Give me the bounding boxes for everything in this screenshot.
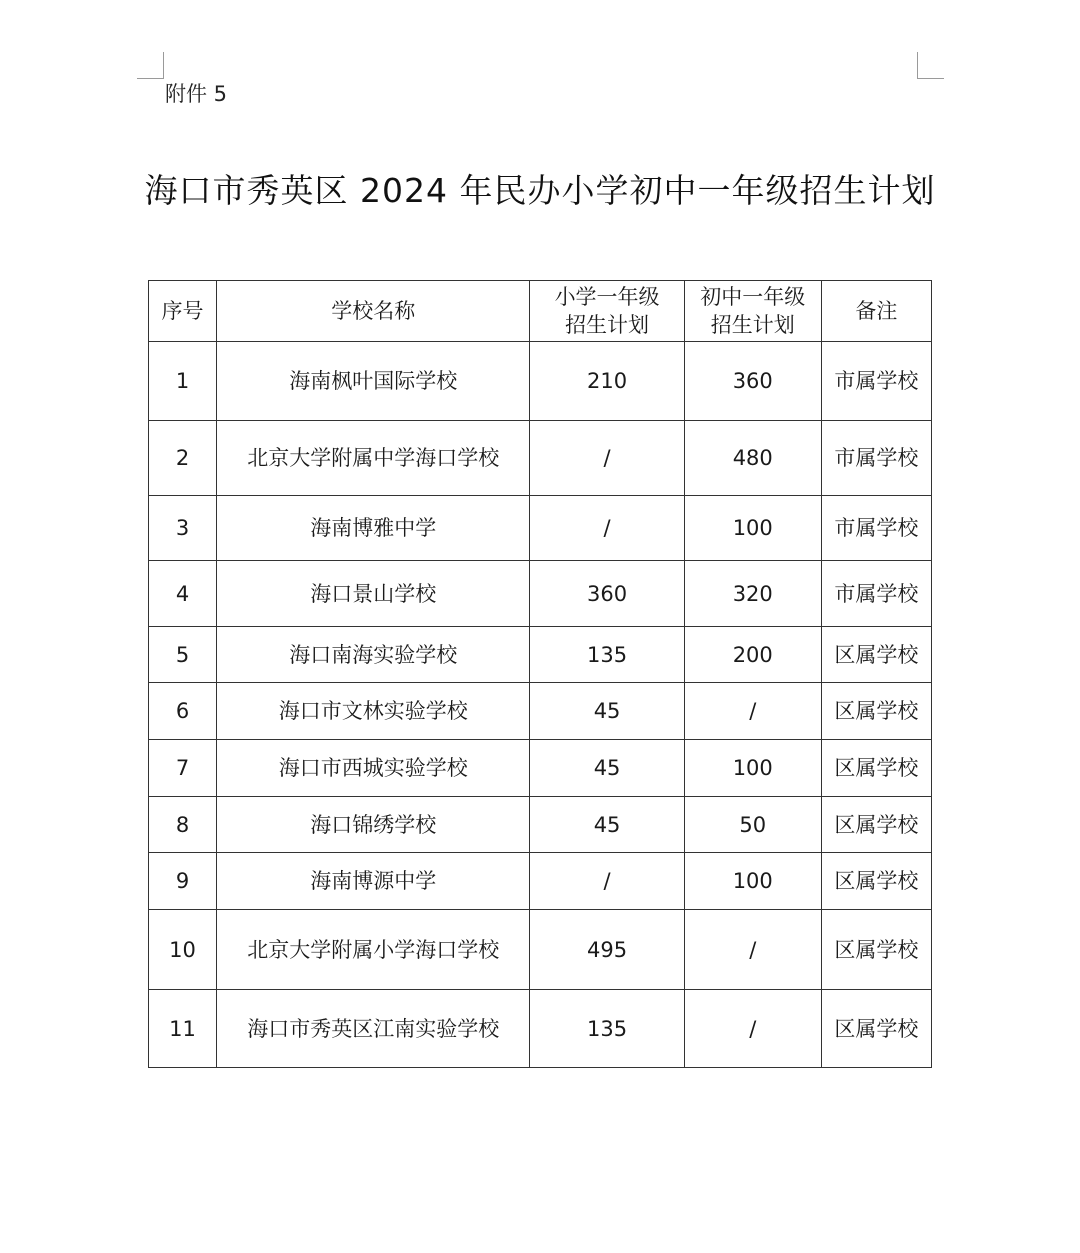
crop-mark-top-right (917, 52, 944, 79)
cell-school-name: 海口市文林实验学校 (217, 683, 530, 740)
cell-note: 区属学校 (821, 683, 931, 740)
table-row (149, 910, 932, 990)
cell-note: 市属学校 (821, 561, 931, 627)
table-row (149, 683, 932, 740)
cell-school-name: 海口市西城实验学校 (217, 740, 530, 797)
table-row (149, 561, 932, 627)
cell-no: 8 (149, 797, 217, 853)
cell-school-name: 海口南海实验学校 (217, 627, 530, 683)
cell-primary-plan: 135 (530, 990, 684, 1068)
cell-note: 区属学校 (821, 990, 931, 1068)
table-row (149, 797, 932, 853)
cell-primary-plan: 45 (530, 797, 684, 853)
cell-note: 市属学校 (821, 496, 931, 561)
cell-school-name: 海南博源中学 (217, 853, 530, 910)
header-junior-line1: 初中一年级 (700, 285, 806, 309)
header-junior-plan (684, 281, 821, 342)
cell-no: 9 (149, 853, 217, 910)
cell-note: 区属学校 (821, 740, 931, 797)
cell-junior-plan: 480 (684, 421, 821, 496)
cell-no: 1 (149, 342, 217, 421)
cell-junior-plan: 200 (684, 627, 821, 683)
cell-junior-plan: 320 (684, 561, 821, 627)
header-note: 备注 (821, 281, 931, 342)
header-no: 序号 (149, 281, 217, 342)
table-row (149, 853, 932, 910)
cell-no: 6 (149, 683, 217, 740)
table-row (149, 421, 932, 496)
cell-note: 区属学校 (821, 627, 931, 683)
cell-no: 11 (149, 990, 217, 1068)
cell-no: 10 (149, 910, 217, 990)
table-header-row (149, 281, 932, 342)
cell-primary-plan: / (530, 421, 684, 496)
cell-junior-plan: 50 (684, 797, 821, 853)
header-primary-plan (530, 281, 684, 342)
cell-junior-plan: 100 (684, 740, 821, 797)
document-title: 海口市秀英区 2024 年民办小学初中一年级招生计划 (144, 171, 936, 210)
cell-primary-plan: 360 (530, 561, 684, 627)
cell-no: 2 (149, 421, 217, 496)
cell-school-name: 海口景山学校 (217, 561, 530, 627)
cell-primary-plan: 495 (530, 910, 684, 990)
cell-junior-plan: / (684, 990, 821, 1068)
cell-school-name: 北京大学附属小学海口学校 (217, 910, 530, 990)
cell-school-name: 海口锦绣学校 (217, 797, 530, 853)
cell-school-name: 海南枫叶国际学校 (217, 342, 530, 421)
enrollment-plan-table (148, 280, 932, 1068)
table-row (149, 990, 932, 1068)
cell-no: 7 (149, 740, 217, 797)
cell-note: 区属学校 (821, 797, 931, 853)
cell-note: 市属学校 (821, 421, 931, 496)
header-school-name: 学校名称 (217, 281, 530, 342)
cell-junior-plan: 100 (684, 853, 821, 910)
cell-school-name: 北京大学附属中学海口学校 (217, 421, 530, 496)
cell-note: 市属学校 (821, 342, 931, 421)
cell-primary-plan: / (530, 853, 684, 910)
cell-junior-plan: / (684, 683, 821, 740)
header-primary-line2: 招生计划 (565, 313, 650, 337)
crop-mark-top-left (137, 52, 164, 79)
cell-no: 4 (149, 561, 217, 627)
cell-junior-plan: / (684, 910, 821, 990)
cell-primary-plan: 45 (530, 740, 684, 797)
cell-primary-plan: / (530, 496, 684, 561)
cell-primary-plan: 210 (530, 342, 684, 421)
cell-primary-plan: 45 (530, 683, 684, 740)
cell-no: 5 (149, 627, 217, 683)
header-junior-line2: 招生计划 (710, 313, 795, 337)
cell-junior-plan: 100 (684, 496, 821, 561)
cell-school-name: 海南博雅中学 (217, 496, 530, 561)
table-row (149, 342, 932, 421)
table-row (149, 740, 932, 797)
header-primary-line1: 小学一年级 (554, 285, 660, 309)
table-row (149, 627, 932, 683)
table-row (149, 496, 932, 561)
cell-note: 区属学校 (821, 910, 931, 990)
cell-junior-plan: 360 (684, 342, 821, 421)
cell-school-name: 海口市秀英区江南实验学校 (217, 990, 530, 1068)
cell-primary-plan: 135 (530, 627, 684, 683)
attachment-label: 附件 5 (165, 82, 228, 106)
cell-note: 区属学校 (821, 853, 931, 910)
cell-no: 3 (149, 496, 217, 561)
